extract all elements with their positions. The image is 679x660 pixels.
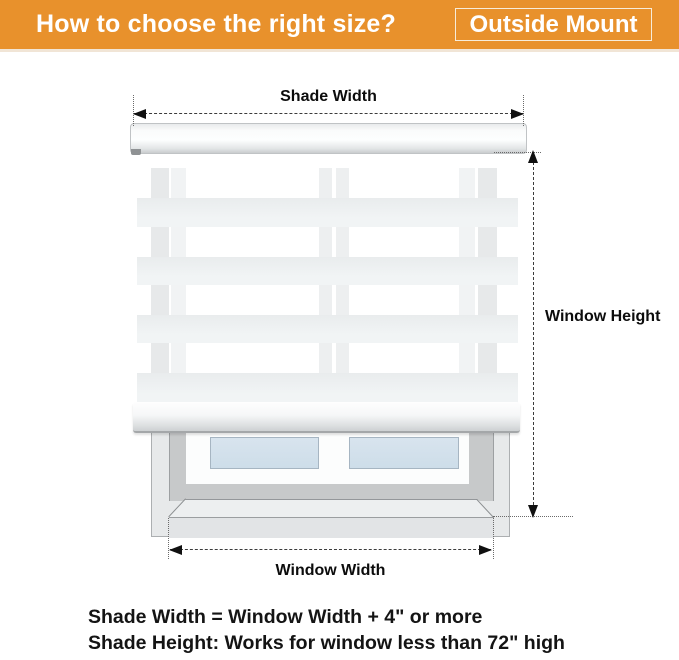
header-banner bbox=[0, 0, 679, 52]
shade-width-label: Shade Width bbox=[280, 88, 377, 105]
window-pane-right bbox=[349, 437, 459, 469]
shade-solid-band bbox=[137, 373, 518, 403]
window-pane-left bbox=[210, 437, 319, 469]
window-sill bbox=[169, 499, 494, 517]
note-shade-width: Shade Width = Window Width + 4" or more bbox=[88, 606, 483, 628]
arrow-left-icon bbox=[169, 545, 182, 555]
shade-fabric bbox=[137, 153, 518, 403]
shade-headrail bbox=[130, 123, 527, 154]
shade-bottom-rail bbox=[133, 402, 520, 433]
shade-solid-band bbox=[137, 315, 518, 343]
arrow-left-icon bbox=[133, 109, 146, 119]
page-title: How to choose the right size? bbox=[36, 10, 396, 38]
note-shade-height: Shade Height: Works for window less than 72" high bbox=[88, 632, 565, 654]
arrow-right-icon bbox=[511, 109, 524, 119]
shade-solid-band bbox=[137, 198, 518, 227]
window-height-dimension-line bbox=[533, 157, 534, 510]
mount-type-badge: Outside Mount bbox=[455, 8, 652, 41]
window-height-label: Window Height bbox=[545, 308, 661, 325]
window-width-label: Window Width bbox=[275, 562, 386, 579]
sizing-notes bbox=[88, 604, 565, 656]
shade-solid-band bbox=[137, 257, 518, 285]
window-width-dimension-line bbox=[170, 549, 491, 550]
window-apron bbox=[169, 517, 494, 538]
extension-line-right bbox=[493, 518, 494, 559]
headrail-bracket bbox=[131, 149, 141, 155]
arrow-up-icon bbox=[528, 150, 538, 163]
arrow-right-icon bbox=[479, 545, 492, 555]
arrow-down-icon bbox=[528, 505, 538, 518]
shade-width-dimension-line bbox=[134, 113, 523, 114]
